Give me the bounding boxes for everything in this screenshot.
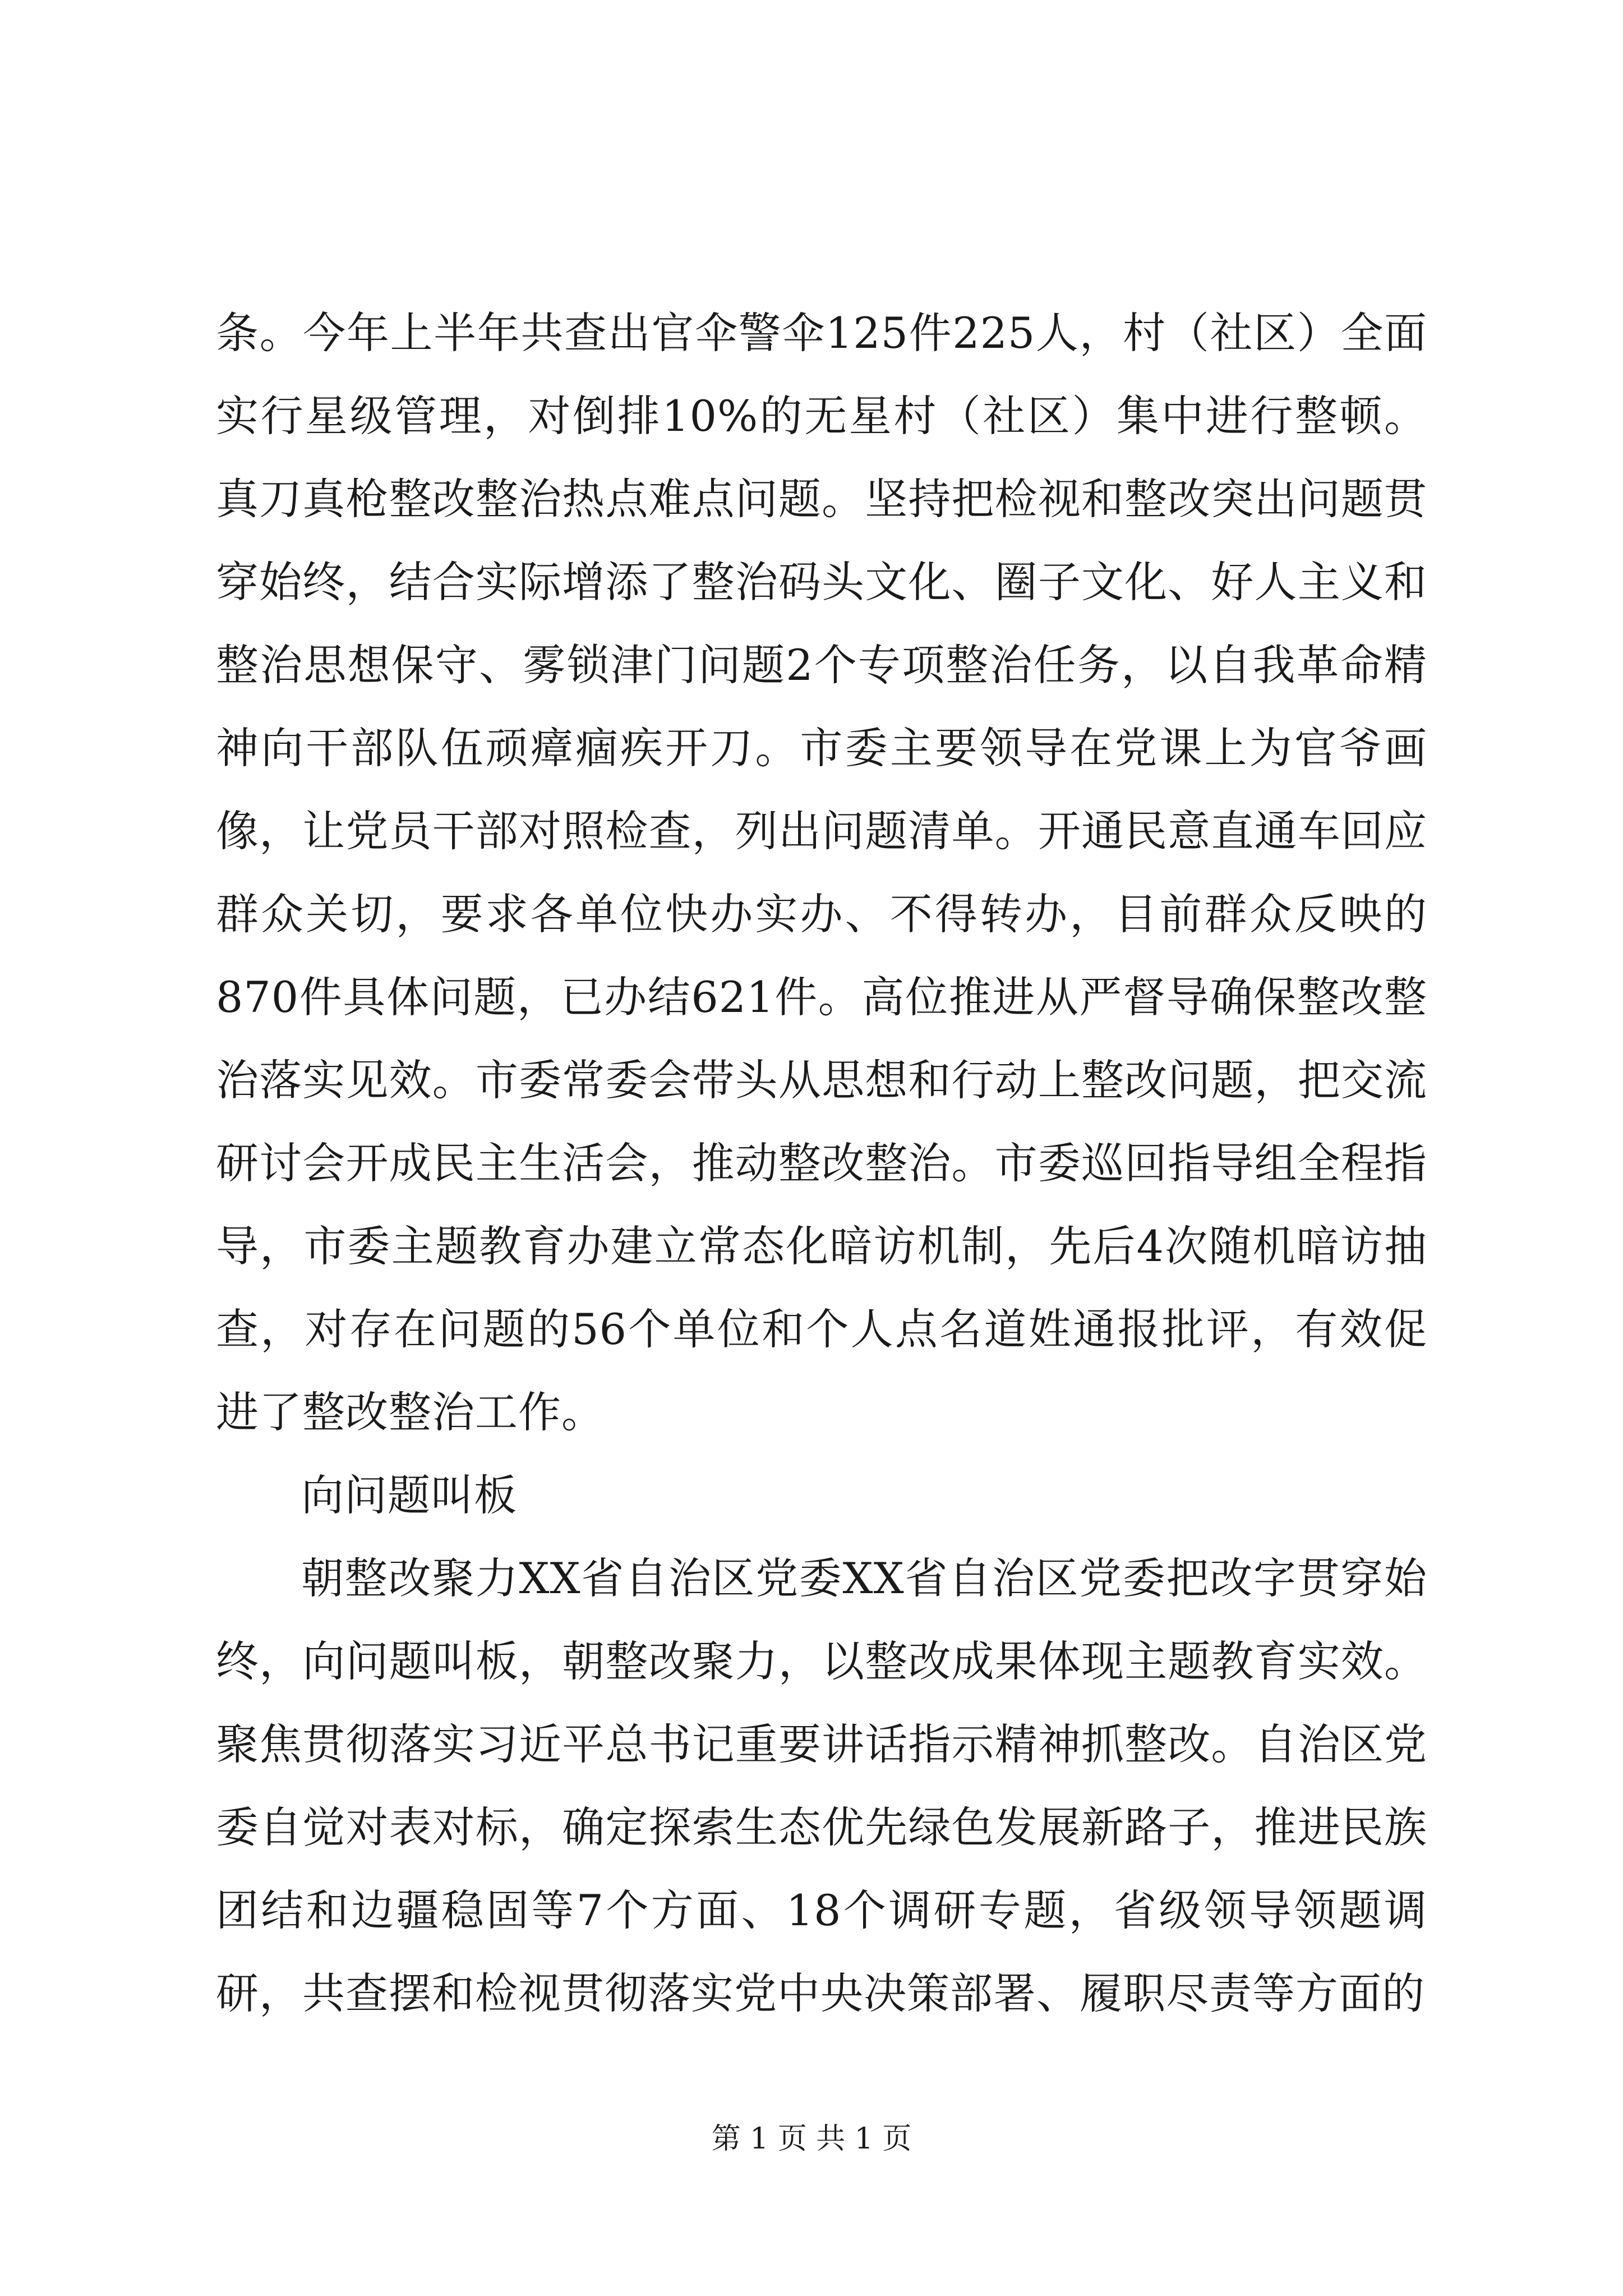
paragraph-continuation: 条。今年上半年共查出官伞警伞125件225人，村（社区）全面实行星级管理，对倒排10%的无星村（社区）集中进行整顿。真刀真枪整改整治热点难点问题。坚持把检视和整改突出问题贯穿始终，结合实际增添了整治码头文化、圈子文化、好人主义和整治思想保守、雾锁津门问题2个专项整治任务，以自我革命精神向干部队伍顽瘴痼疾开刀。市委主要领导在党课上为官爷画像，让党员干部对照检查，列出问题清单。开通民意直通车回应群众关切，要求各单位快办实办、不得转办，目前群众反映的870件具体问题，已办结621件。高位推进从严督导确保整改整治落实见效。市委常委会带头从思想和行动上整改问题，把交流研讨会开成民主生活会，推动整改整治。市委巡回指导组全程指导，市委主题教育办建立常态化暗访机制，先后4次随机暗访抽查，对存在问题的56个单位和个人点名道姓通报批评，有效促进了整改整治工作。 bbox=[216, 308, 1427, 1437]
paragraph: 朝整改聚力XX省自治区党委XX省自治区党委把改字贯穿始终，向问题叫板，朝整改聚力，以整改成果体现主题教育实效。聚焦贯彻落实习近平总书记重要讲话指示精神抓整改。自治区党委自觉对表对标，确定探索生态优先绿色发展新路子，推进民族团结和边疆稳固等7个方面、18个调研专题，省级领导领题调研，共查摆和检视贯彻落实党中央决策部署、履职尽责等方面的 bbox=[216, 1553, 1427, 2018]
document-body bbox=[216, 292, 1427, 2035]
page-footer: 第 1 页 共 1 页 bbox=[711, 2122, 912, 2156]
section-heading: 向问题叫板 bbox=[301, 1470, 517, 1520]
